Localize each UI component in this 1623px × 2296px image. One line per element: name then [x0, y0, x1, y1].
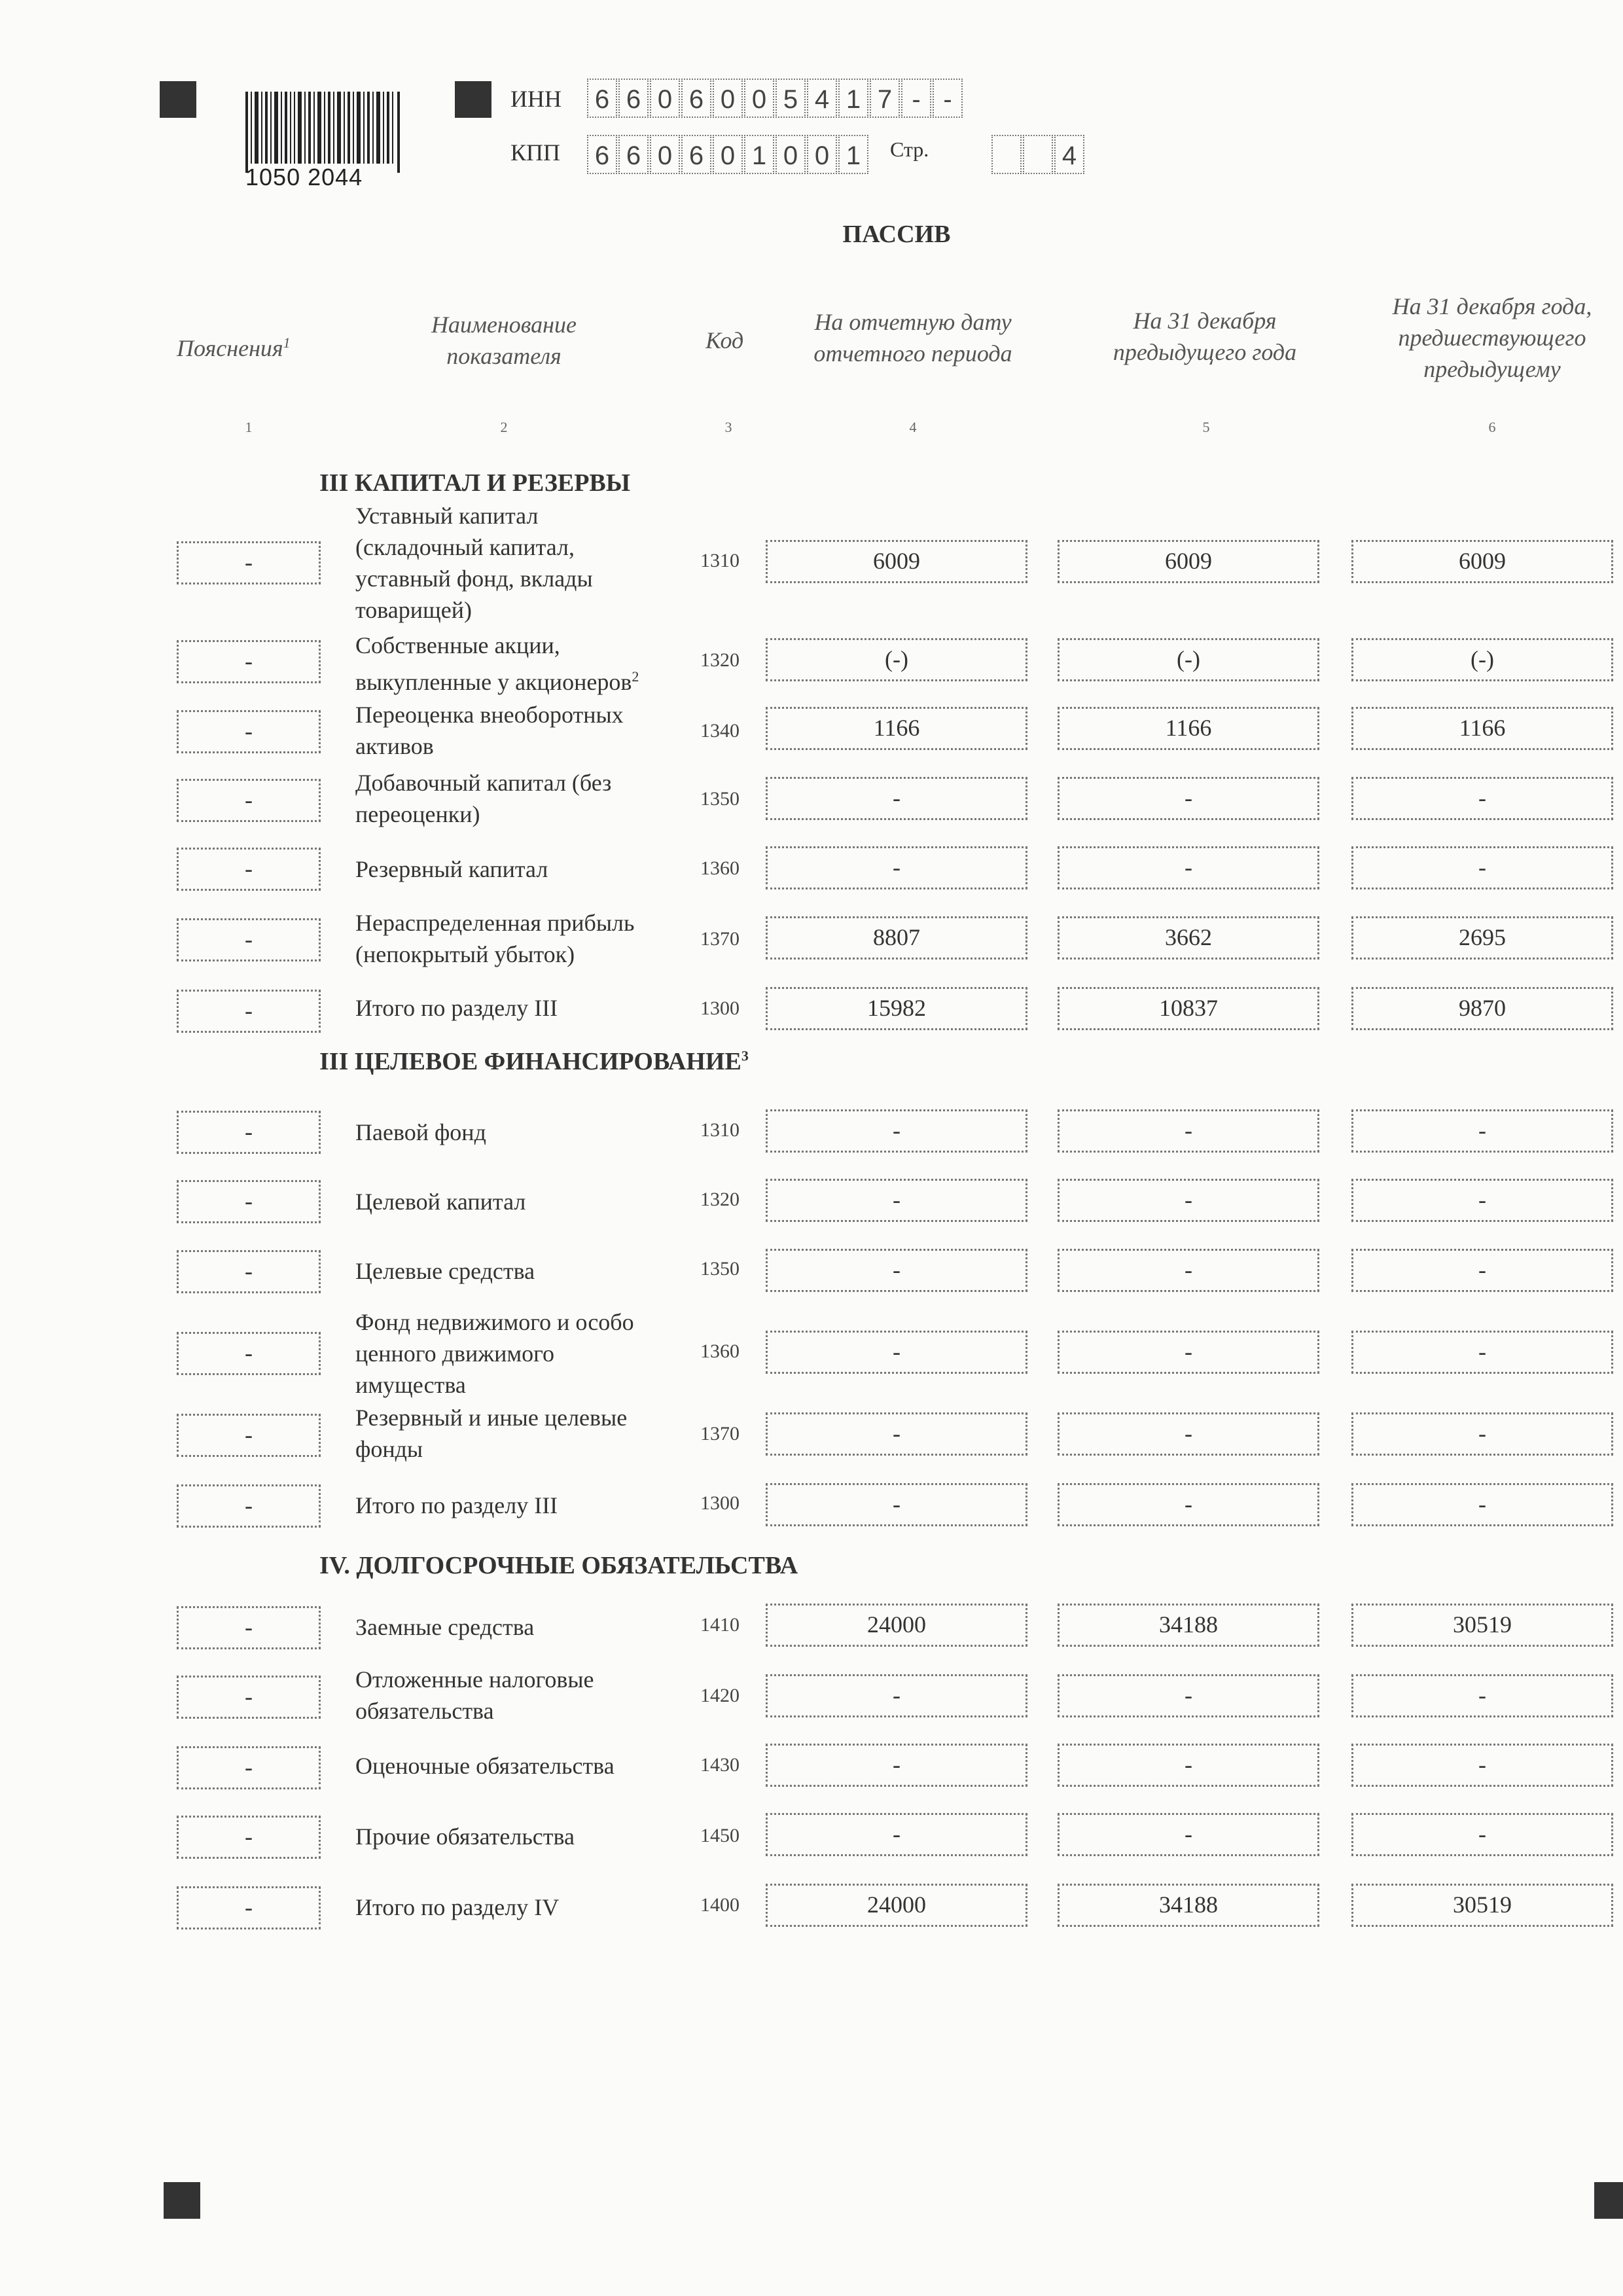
value-prev-year: - — [1058, 1744, 1319, 1787]
col-header-reporting-line2: отчетного периода — [813, 340, 1012, 367]
value-reporting-date: - — [766, 1179, 1027, 1222]
kpp-digit: 6 — [587, 135, 617, 174]
value-prev-year: 6009 — [1058, 540, 1319, 583]
row-code: 1450 — [700, 1825, 740, 1846]
value-reporting-date: - — [766, 1744, 1027, 1787]
col-header-explanations-text: Пояснения — [177, 335, 283, 361]
row-code: 1310 — [700, 1119, 740, 1141]
registration-marker-bottom-left — [164, 2182, 200, 2219]
row-code: 1360 — [700, 857, 740, 879]
explanation-cell: - — [177, 1484, 321, 1528]
value-reporting-date: - — [766, 1483, 1027, 1526]
row-code: 1320 — [700, 649, 740, 671]
col-header-code — [705, 325, 745, 356]
value-reporting-date: - — [766, 1674, 1027, 1717]
kpp-digit: 1 — [744, 135, 774, 174]
value-prev-year: - — [1058, 1412, 1319, 1456]
inn-label: ИНН — [510, 86, 562, 112]
value-reporting-date: 8807 — [766, 916, 1027, 960]
row-label: Итого по разделу IV — [355, 1894, 560, 1920]
explanation-cell: - — [177, 1676, 321, 1719]
row-label: Оценочные обязательства — [355, 1753, 615, 1779]
row-label: Фонд недвижимого и особо ценного движимого имущества — [355, 1309, 634, 1398]
row-code: 1300 — [700, 1492, 740, 1514]
row-code: 1300 — [700, 997, 740, 1019]
row-code: 1430 — [700, 1754, 740, 1776]
inn-digit: 1 — [838, 79, 868, 118]
row-code: 1410 — [700, 1614, 740, 1636]
row-code: 1360 — [700, 1340, 740, 1362]
col-number: 1 — [245, 419, 253, 435]
col-header-preprev-line1: На 31 декабря года, — [1392, 293, 1592, 319]
value-preprev-year: 1166 — [1351, 707, 1613, 750]
col-number: 4 — [909, 419, 917, 435]
value-reporting-date: - — [766, 846, 1027, 889]
kpp-digit: 1 — [838, 135, 868, 174]
explanation-cell: - — [177, 541, 321, 584]
value-reporting-date: 6009 — [766, 540, 1027, 583]
explanation-cell: - — [177, 1332, 321, 1375]
footnote-mark: 2 — [632, 668, 639, 685]
kpp-digit: 0 — [807, 135, 837, 174]
value-preprev-year: 9870 — [1351, 987, 1613, 1030]
value-preprev-year: (-) — [1351, 638, 1613, 681]
inn-digit: 6 — [618, 79, 649, 118]
inn-digit: 6 — [587, 79, 617, 118]
kpp-digit: 0 — [776, 135, 806, 174]
explanation-cell: - — [177, 779, 321, 822]
footnote-mark: 3 — [741, 1047, 749, 1064]
footnote-mark: 1 — [283, 334, 291, 351]
col-number: 3 — [724, 419, 732, 435]
value-prev-year: 34188 — [1058, 1604, 1319, 1647]
row-label: Уставный капитал (складочный капитал, уставный фонд, вклады товарищей) — [355, 503, 593, 623]
row-code: 1320 — [700, 1189, 740, 1210]
col-number: 6 — [1488, 419, 1496, 435]
kpp-digit: 6 — [618, 135, 649, 174]
row-label: Нераспределенная прибыль (непокрытый убыток) — [355, 910, 635, 967]
inn-field — [587, 79, 964, 118]
col-header-reporting-line1: На отчетную дату — [814, 309, 1012, 335]
barcode-number: 1050 2044 — [245, 164, 363, 190]
row-label-text: Собственные акции, выкупленные у акционеров — [355, 632, 632, 695]
value-preprev-year: 2695 — [1351, 916, 1613, 960]
col-header-name-line1: Наименование — [431, 312, 577, 338]
value-preprev-year: - — [1351, 777, 1613, 820]
value-prev-year: - — [1058, 1331, 1319, 1374]
row-label: Заемные средства — [355, 1614, 535, 1640]
explanation-cell: - — [177, 1606, 321, 1649]
row-code: 1400 — [700, 1894, 740, 1916]
value-prev-year: - — [1058, 1109, 1319, 1153]
page-label: Стр. — [890, 137, 929, 161]
value-preprev-year: - — [1351, 1109, 1613, 1153]
col-header-preprev-line2: предшествующего — [1398, 325, 1586, 351]
value-preprev-year: 6009 — [1351, 540, 1613, 583]
col-header-explanations — [177, 327, 321, 364]
value-prev-year: 34188 — [1058, 1884, 1319, 1927]
value-preprev-year: - — [1351, 1674, 1613, 1717]
value-prev-year: - — [1058, 846, 1319, 889]
value-preprev-year: - — [1351, 1331, 1613, 1374]
page-digit — [991, 135, 1022, 174]
value-preprev-year: - — [1351, 1483, 1613, 1526]
col-header-reporting — [766, 306, 1060, 369]
inn-digit: 4 — [807, 79, 837, 118]
row-label — [355, 630, 696, 698]
page-digit — [1023, 135, 1053, 174]
explanation-cell: - — [177, 1111, 321, 1154]
row-label: Добавочный капитал (без переоценки) — [355, 770, 612, 827]
value-prev-year: (-) — [1058, 638, 1319, 681]
value-reporting-date: - — [766, 777, 1027, 820]
col-number: 5 — [1202, 419, 1210, 435]
col-header-prev-year-line1: На 31 декабря — [1133, 308, 1277, 334]
col-header-name — [373, 309, 635, 372]
value-prev-year: 10837 — [1058, 987, 1319, 1030]
row-code: 1350 — [700, 1258, 740, 1280]
value-preprev-year: - — [1351, 1412, 1613, 1456]
value-reporting-date: - — [766, 1412, 1027, 1456]
row-code: 1420 — [700, 1685, 740, 1706]
inn-digit: 7 — [870, 79, 900, 118]
kpp-label: КПП — [510, 139, 561, 166]
col-header-name-line2: показателя — [446, 343, 562, 369]
value-preprev-year: - — [1351, 1744, 1613, 1787]
value-preprev-year: 30519 — [1351, 1884, 1613, 1927]
value-reporting-date: 1166 — [766, 707, 1027, 750]
explanation-cell: - — [177, 1816, 321, 1859]
kpp-digit: 0 — [650, 135, 680, 174]
value-reporting-date: (-) — [766, 638, 1027, 681]
explanation-cell: - — [177, 1414, 321, 1457]
value-prev-year: 1166 — [1058, 707, 1319, 750]
explanation-cell: - — [177, 1180, 321, 1223]
value-reporting-date: 24000 — [766, 1604, 1027, 1647]
registration-marker-bottom-right — [1594, 2182, 1623, 2219]
value-prev-year: 3662 — [1058, 916, 1319, 960]
col-header-prev-year-line2: предыдущего года — [1113, 339, 1297, 365]
kpp-digit: 0 — [713, 135, 743, 174]
value-prev-year: - — [1058, 777, 1319, 820]
explanation-cell: - — [177, 1250, 321, 1293]
col-header-code-text: Код — [705, 327, 744, 353]
row-code: 1370 — [700, 928, 740, 950]
row-label: Отложенные налоговые обязательства — [355, 1666, 594, 1724]
explanation-cell: - — [177, 640, 321, 683]
inn-digit: 6 — [681, 79, 711, 118]
value-reporting-date: - — [766, 1813, 1027, 1856]
barcode-icon — [245, 92, 402, 173]
value-reporting-date: - — [766, 1249, 1027, 1292]
explanation-cell: - — [177, 918, 321, 961]
inn-digit: 0 — [713, 79, 743, 118]
explanation-cell: - — [177, 1886, 321, 1929]
kpp-field — [587, 135, 870, 174]
registration-marker-top-mid — [455, 81, 491, 118]
row-label: Паевой фонд — [355, 1119, 486, 1145]
value-prev-year: - — [1058, 1813, 1319, 1856]
value-prev-year: - — [1058, 1249, 1319, 1292]
value-preprev-year: 30519 — [1351, 1604, 1613, 1647]
row-label: Резервный капитал — [355, 856, 548, 882]
value-prev-year: - — [1058, 1483, 1319, 1526]
row-code: 1350 — [700, 788, 740, 810]
value-reporting-date: 24000 — [766, 1884, 1027, 1927]
explanation-cell: - — [177, 990, 321, 1033]
value-preprev-year: - — [1351, 1249, 1613, 1292]
page-number-field — [991, 135, 1086, 174]
inn-digit: - — [901, 79, 931, 118]
section-header-target-financing — [319, 1047, 749, 1076]
value-preprev-year: - — [1351, 1179, 1613, 1222]
col-header-preprev-line3: предыдущему — [1423, 356, 1561, 382]
col-header-prev-year — [1058, 305, 1352, 368]
row-label: Резервный и иные целевые фонды — [355, 1405, 628, 1462]
inn-digit: - — [933, 79, 963, 118]
row-label: Целевой капитал — [355, 1189, 526, 1215]
col-number: 2 — [500, 419, 508, 435]
value-reporting-date: - — [766, 1109, 1027, 1153]
inn-digit: 5 — [776, 79, 806, 118]
section-header-long-term-liabilities: IV. ДОЛГОСРОЧНЫЕ ОБЯЗАТЕЛЬСТВА — [319, 1552, 798, 1579]
page-digit: 4 — [1054, 135, 1084, 174]
page-title: ПАССИВ — [842, 221, 951, 248]
value-reporting-date: - — [766, 1331, 1027, 1374]
section-header-capital: III КАПИТАЛ И РЕЗЕРВЫ — [319, 469, 631, 497]
row-code: 1370 — [700, 1423, 740, 1444]
row-label: Итого по разделу III — [355, 995, 558, 1021]
value-prev-year: - — [1058, 1674, 1319, 1717]
registration-marker-top-left — [160, 81, 196, 118]
explanation-cell: - — [177, 1746, 321, 1789]
explanation-cell: - — [177, 848, 321, 891]
row-label: Целевые средства — [355, 1258, 535, 1284]
value-preprev-year: - — [1351, 1813, 1613, 1856]
inn-digit: 0 — [650, 79, 680, 118]
col-header-preprev-year — [1368, 291, 1616, 385]
row-code: 1310 — [700, 550, 740, 571]
kpp-digit: 6 — [681, 135, 711, 174]
row-label: Прочие обязательства — [355, 1823, 575, 1850]
value-prev-year: - — [1058, 1179, 1319, 1222]
value-preprev-year: - — [1351, 846, 1613, 889]
inn-digit: 0 — [744, 79, 774, 118]
row-code: 1340 — [700, 720, 740, 742]
row-label: Итого по разделу III — [355, 1492, 558, 1518]
section-header-target-financing-text: III ЦЕЛЕВОЕ ФИНАНСИРОВАНИЕ — [319, 1048, 741, 1075]
value-reporting-date: 15982 — [766, 987, 1027, 1030]
explanation-cell: - — [177, 710, 321, 753]
row-label: Переоценка внеоборотных активов — [355, 702, 624, 759]
